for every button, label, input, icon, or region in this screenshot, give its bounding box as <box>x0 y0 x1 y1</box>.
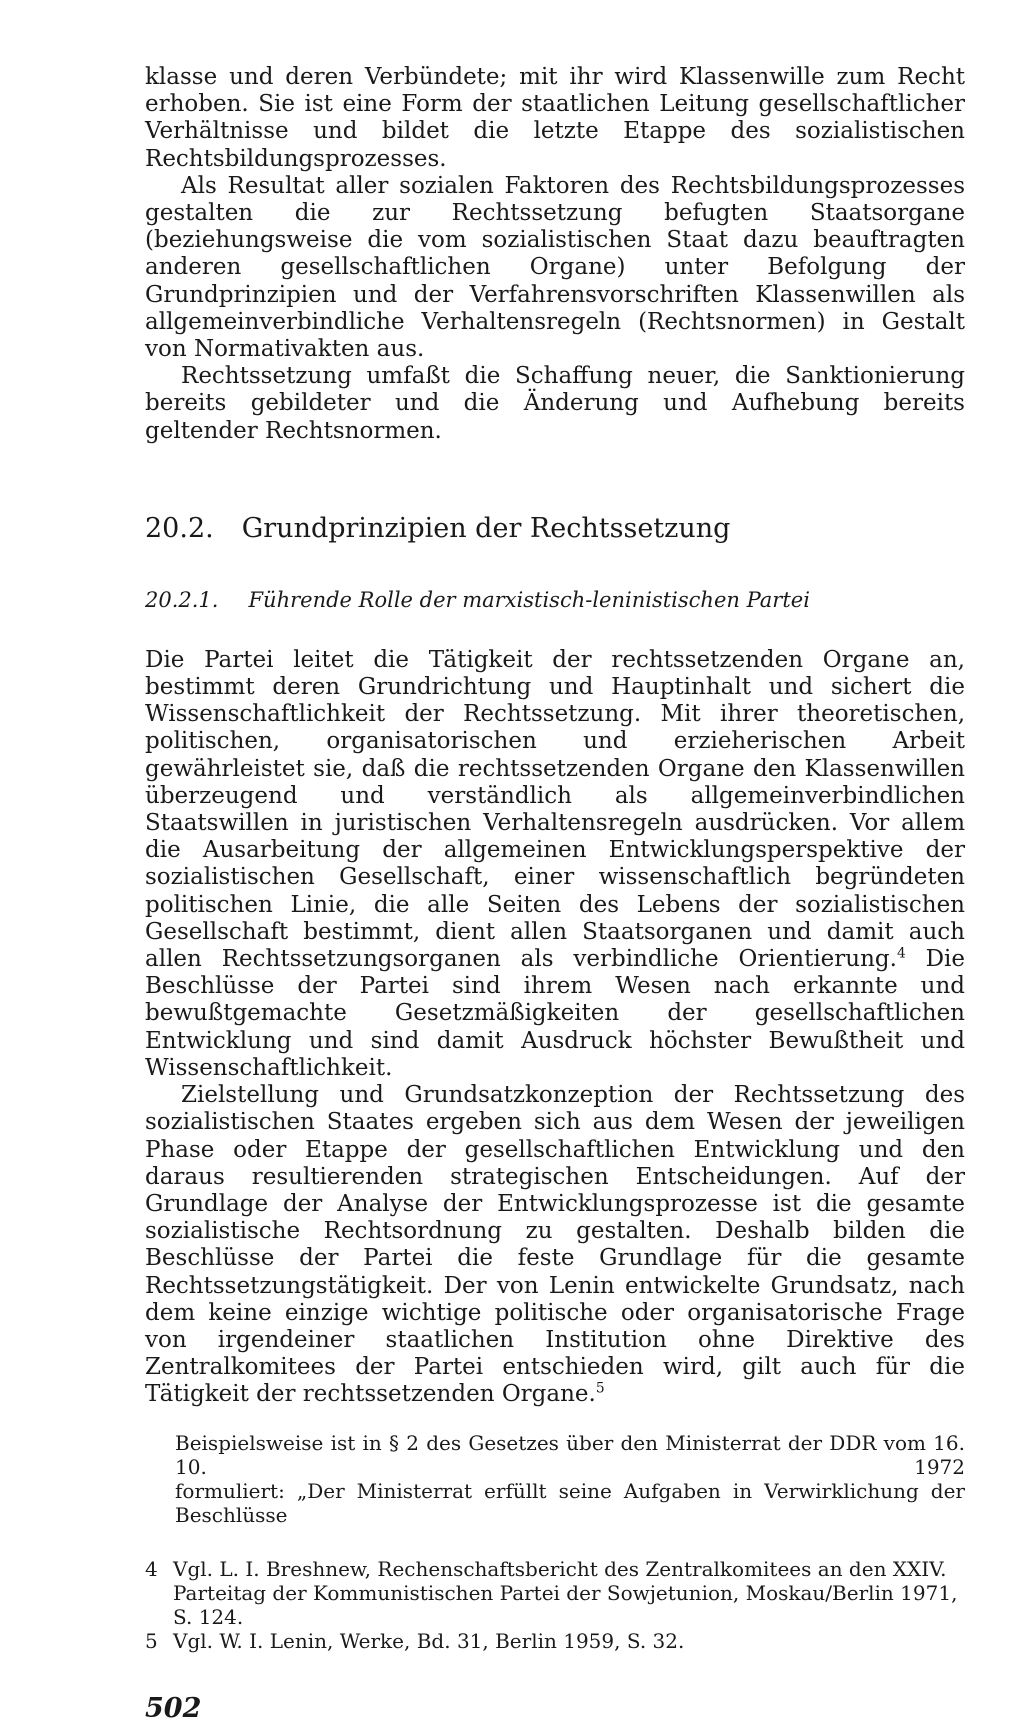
footnote-item <box>145 1557 965 1629</box>
quote-line: formuliert: „Der Ministerrat erfüllt seine Aufgaben in Verwirklichung der Beschlüsse <box>175 1478 965 1527</box>
paragraph-party-role-text-cont: Die Beschlüsse der Partei sind ihrem Wesen nach erkannte und bewußtgemachte Gesetzmäßigkeiten der gesellschaftlichen Entwicklung und sind damit Ausdruck höchster Bewußtheit und Wissenschaftlichkeit. <box>145 946 966 1081</box>
paragraph-party-role-text: Die Partei leitet die Tätigkeit der rechtssetzenden Organe an, bestimmt deren Grundrichtung und Hauptinhalt und sichert die Wissenschaftlichkeit der Rechtssetzung. Mit ihrer theoretischen, politischen, organisatorischen und erzieherischen Arbeit gewährleistet sie, daß die rechtssetzenden Organe den Klassenwillen überzeugend und verständlich als allgemeinverbindlichen Staatswillen in juristischen Verhaltensregeln ausdrücken. Vor allem die Ausarbeitung der allgemeinen Entwicklungsperspektive der sozialistischen Gesellschaft, einer wissenschaftlich begründeten politischen Linie, die alle Seiten des Lebens der sozialistischen Gesellschaft bestimmt, dient allen Staatsorganen und damit auch allen Rechtssetzungsorganen als verbindliche Orientierung. <box>145 646 965 973</box>
page-number: 502 <box>145 1692 202 1724</box>
footnote-ref-5[interactable]: 5 <box>595 1380 605 1397</box>
footnote-text: Vgl. W. I. Lenin, Werke, Bd. 31, Berlin 1959, S. 32. <box>173 1628 685 1653</box>
book-page <box>145 64 965 1724</box>
footnote-ref-4[interactable]: 4 <box>896 945 906 962</box>
subsection-number: 20.2.1. <box>145 587 219 612</box>
section-number: 20.2. <box>145 512 214 544</box>
section-heading <box>145 513 965 545</box>
paragraph-goals <box>145 1082 965 1408</box>
paragraph-result: Als Resultat aller sozialen Faktoren des Rechtsbildungsprozesses gestalten die zur Rechtssetzung befugten Staatsorgane (beziehungsweise die vom sozialistischen Staat dazu beauftragten anderen gesellschaftlichen Organe) unter Befolgung der Grundprinzipien und der Verfahrensvorschriften Klassenwillen als allgemeinverbindliche Verhaltensregeln (Rechtsnormen) in Gestalt von Normativakten aus. <box>145 172 965 363</box>
footnote-text: Vgl. L. I. Breshnew, Rechenschaftsbericht des Zentralkomitees an den XXIV. Parteitag der Kommunistischen Partei der Sowjetunion, Moskau/Berlin 1971, S. 124. <box>173 1556 958 1629</box>
subsection-title: Führende Rolle der marxistisch-leninistischen Partei <box>248 587 810 612</box>
paragraph-goals-text: Zielstellung und Grundsatzkonzeption der Rechtssetzung des sozialistischen Staates ergeben sich aus dem Wesen der jeweiligen Phase oder Etappe der gesellschaftlichen Entwicklung und den daraus resultierenden strategischen Entscheidungen. Auf der Grundlage der Analyse der Entwicklungsprozesse ist die gesamte sozialistische Rechtsordnung zu gestalten. Deshalb bilden die Beschlüsse der Partei die feste Grundlage für die gesamte Rechtssetzungstätigkeit. Der von Lenin entwickelte Grundsatz, nach dem keine einzige wichtige politische oder organisatorische Frage von irgendeiner staatlichen Institution ohne Direktive des Zentralkomitees der Partei entschieden wird, gilt auch für die Tätigkeit der rechtssetzenden Organe. <box>145 1082 965 1408</box>
paragraph-continuation: klasse und deren Verbündete; mit ihr wird Klassenwille zum Recht erhoben. Sie ist eine Form der staatlichen Leitung gesellschaftlicher Verhältnisse und bildet die letzte Etappe des sozialistischen Rechtsbildungsprozesses. <box>145 64 965 172</box>
block-quote <box>175 1431 965 1527</box>
paragraph-party-role <box>145 647 965 1082</box>
section-title: Grundprinzipien der Rechtssetzung <box>241 512 731 544</box>
quote-line: Beispielsweise ist in § 2 des Gesetzes über den Ministerrat der DDR vom 16. 10. 1972 <box>175 1430 965 1479</box>
footnotes <box>145 1557 965 1653</box>
footnote-number: 5 <box>145 1628 158 1653</box>
footnote-number: 4 <box>145 1556 158 1581</box>
subsection-heading <box>145 587 965 613</box>
paragraph-definition: Rechtssetzung umfaßt die Schaffung neuer, die Sanktionierung bereits gebildeter und die Änderung und Aufhebung bereits geltender Rechtsnormen. <box>145 363 965 444</box>
footnote-item <box>145 1629 965 1653</box>
